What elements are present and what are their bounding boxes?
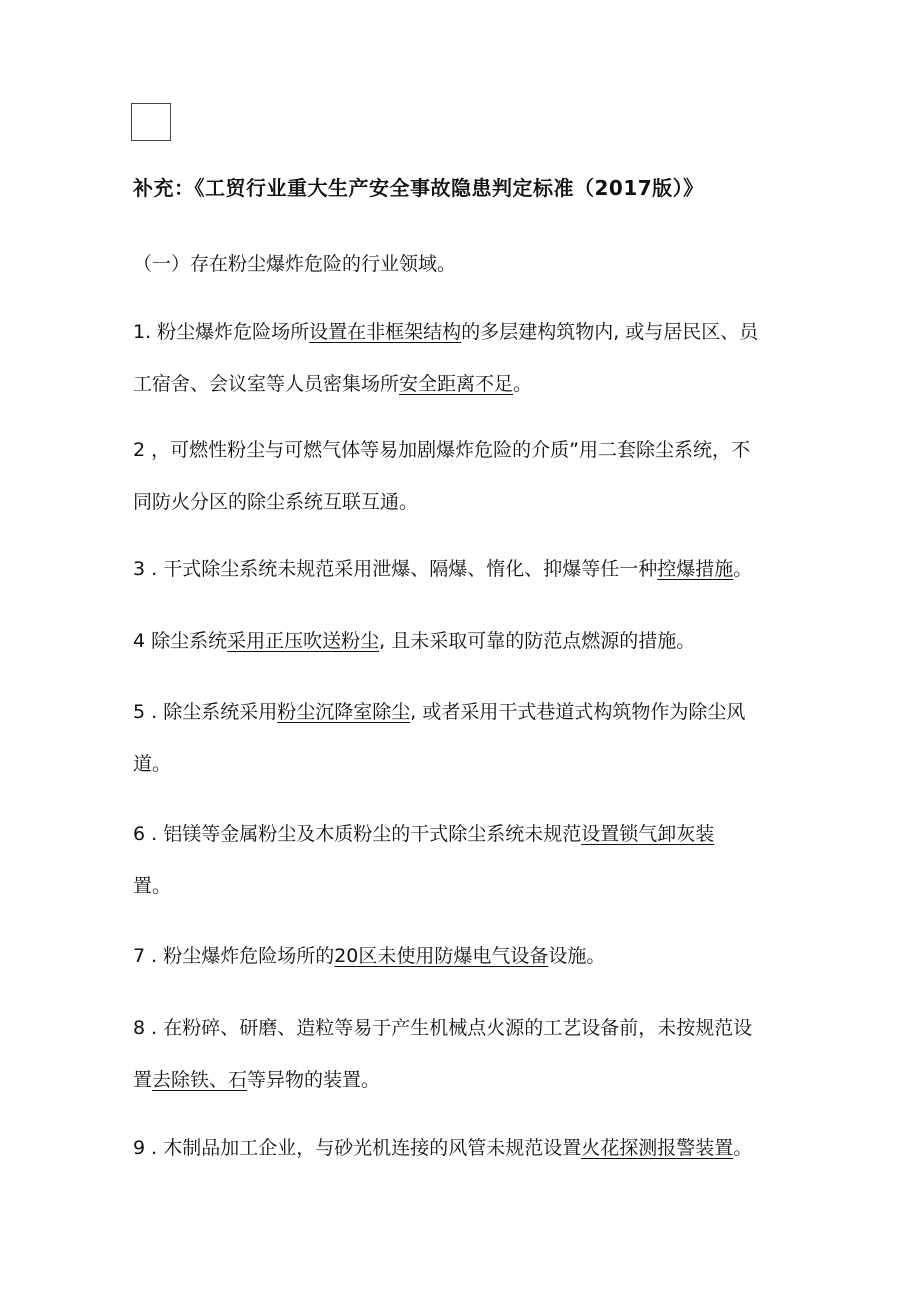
list-item-line <box>133 476 803 528</box>
underlined-text: 设置在非框架结构 <box>309 321 462 343</box>
underlined-text: 采用正压吹送粉尘 <box>227 630 380 652</box>
list-item-4 <box>133 615 803 667</box>
list-item-7 <box>133 930 803 982</box>
list-item-5 <box>133 686 803 790</box>
text-segment: 8 . 在粉碎、研磨、造粒等易于产生机械点火源的工艺设备前，未按规范设 <box>133 1017 753 1039</box>
text-segment: 置。 <box>133 875 172 897</box>
text-segment: 。 <box>733 558 753 580</box>
list-item-9 <box>133 1122 803 1174</box>
text-segment: 1. 粉尘爆炸危险场所 <box>133 321 310 343</box>
list-item-line <box>133 860 803 912</box>
text-segment: 2 ，可燃性粉尘与可燃气体等易加剧爆炸危险的介质”用二套除尘系统，不 <box>133 439 750 461</box>
underlined-text: 控爆措施 <box>657 558 734 580</box>
text-segment: 道。 <box>133 753 172 775</box>
list-item-line <box>133 424 803 476</box>
text-segment: 4 除尘系统 <box>133 630 228 652</box>
list-item-6 <box>133 808 803 912</box>
list-item-line <box>133 930 803 982</box>
list-item-line <box>133 738 803 790</box>
text-segment: 9 . 木制品加工企业，与砂光机连接的风管未规范设置 <box>133 1137 582 1159</box>
list-item-line <box>133 1054 803 1106</box>
text-segment: 。 <box>513 373 533 395</box>
underlined-text: 安全距离不足 <box>399 373 514 395</box>
list-item-line <box>133 808 803 860</box>
text-segment: 置 <box>133 1069 153 1091</box>
list-item-line <box>133 1002 803 1054</box>
underlined-text: 设置锁气卸灰装 <box>581 823 715 845</box>
text-segment: 等异物的装置。 <box>247 1069 381 1091</box>
list-item-8 <box>133 1002 803 1106</box>
text-segment: 5 . 除尘系统采用 <box>133 701 278 723</box>
text-segment: 设施。 <box>548 945 606 967</box>
underlined-text: 火花探测报警装置 <box>581 1137 734 1159</box>
list-item-3 <box>133 543 803 595</box>
document-title: 补充：《工贸行业重大生产安全事故隐患判定标准（2017版）》 <box>133 176 704 200</box>
underlined-text: 20区未使用防爆电气设备 <box>334 945 549 967</box>
text-segment: 工宿舍、会议室等人员密集场所 <box>133 373 400 395</box>
underlined-text: 粉尘沉降室除尘 <box>277 701 411 723</box>
list-item-line <box>133 686 803 738</box>
text-segment: 6 . 铝镁等金属粉尘及木质粉尘的干式除尘系统未规范 <box>133 823 582 845</box>
section-heading: （一）存在粉尘爆炸危险的行业领域。 <box>133 253 457 275</box>
list-item-line <box>133 615 803 667</box>
list-item-line <box>133 358 803 410</box>
list-item-line <box>133 1122 803 1174</box>
list-item-line <box>133 543 803 595</box>
text-segment: 同防火分区的除尘系统互联互通。 <box>133 491 419 513</box>
text-segment: 。 <box>733 1137 753 1159</box>
text-segment: 的多层建构筑物内, 或与居民区、员 <box>461 321 759 343</box>
list-item-line <box>133 306 803 358</box>
text-segment: 7 . 粉尘爆炸危险场所的 <box>133 945 335 967</box>
list-item-2 <box>133 424 803 528</box>
list-item-1 <box>133 306 803 410</box>
text-segment: , 或者采用干式巷道式构筑物作为除尘风 <box>410 701 746 723</box>
underlined-text: 去除铁、石 <box>152 1069 248 1091</box>
text-segment: 3 . 干式除尘系统未规范采用泄爆、隔爆、惰化、抑爆等任一种 <box>133 558 658 580</box>
image-placeholder-box <box>131 103 171 141</box>
text-segment: , 且未采取可靠的防范点燃源的措施。 <box>379 630 696 652</box>
